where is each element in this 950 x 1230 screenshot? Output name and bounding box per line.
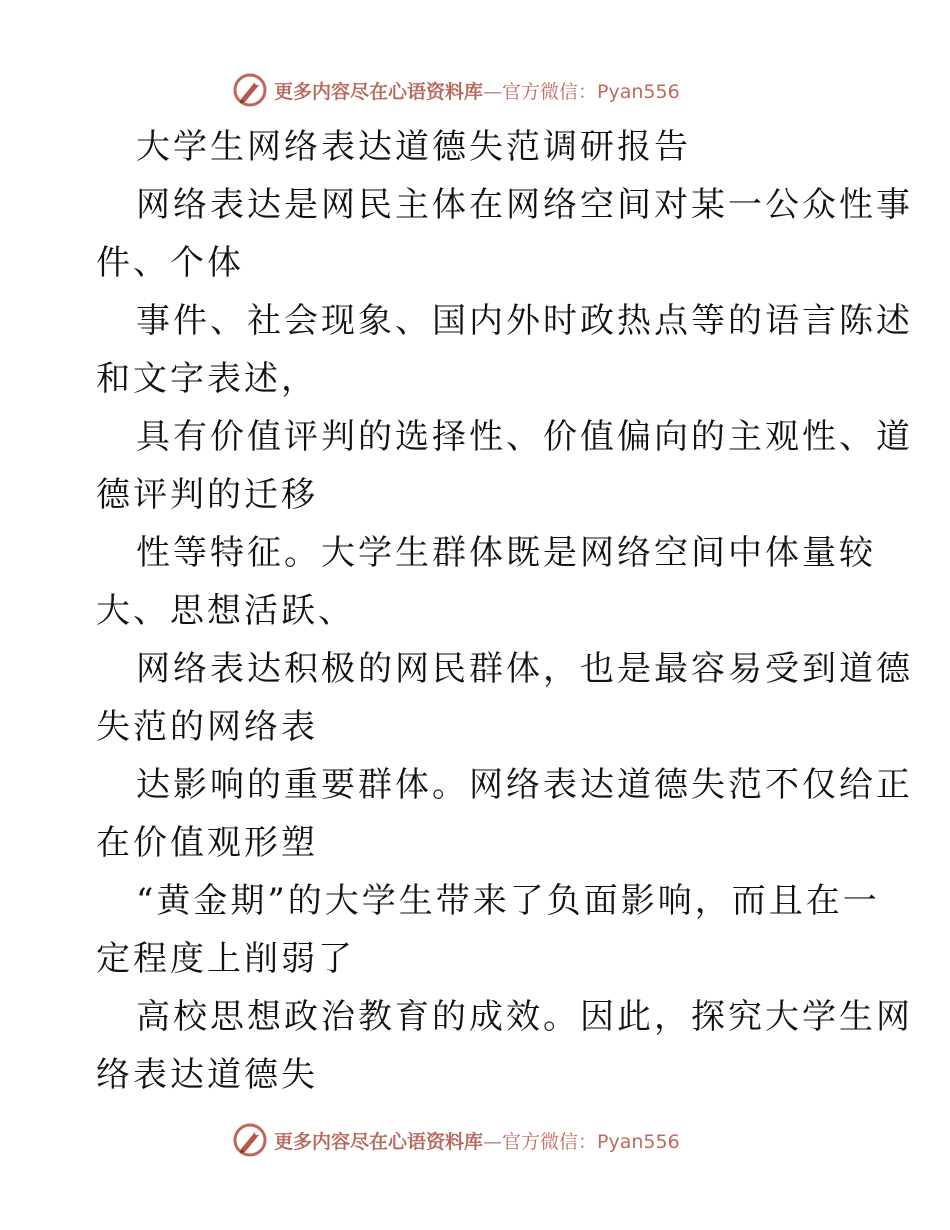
header-watermark bbox=[232, 70, 680, 110]
watermark-text bbox=[274, 1127, 680, 1154]
paragraph-line: 事件、社会现象、国内外时政热点等的语言陈述 bbox=[136, 301, 913, 341]
watermark-separator: — bbox=[483, 1130, 503, 1153]
watermark-wechat-label: 官方微信： bbox=[502, 1130, 598, 1153]
paragraph-line: 网络表达积极的网民群体，也是最容易受到道德 bbox=[136, 649, 913, 689]
document-body bbox=[96, 118, 913, 1104]
paragraph-line: 在价值观形塑 bbox=[96, 823, 318, 863]
watermark-main-text: 更多内容尽在心语资料库 bbox=[274, 1130, 484, 1153]
paragraph-line: 失范的网络表 bbox=[96, 707, 318, 747]
paragraph-line: 网络表达是网民主体在网络空间对某一公众性事 bbox=[136, 185, 913, 225]
watermark-main-text: 更多内容尽在心语资料库 bbox=[274, 80, 484, 103]
paragraph-line: 络表达道德失 bbox=[96, 1055, 318, 1095]
pen-logo-icon bbox=[232, 72, 268, 108]
watermark-text bbox=[274, 77, 680, 104]
document-title: 大学生网络表达道德失范调研报告 bbox=[136, 127, 691, 167]
paragraph-line: 大、思想活跃、 bbox=[96, 591, 355, 631]
watermark-wechat-label: 官方微信： bbox=[502, 80, 598, 103]
watermark-wechat-id: Pyan556 bbox=[597, 1130, 680, 1153]
paragraph-line: 性等特征。大学生群体既是网络空间中体量较 bbox=[136, 533, 876, 573]
watermark-wechat-id: Pyan556 bbox=[597, 80, 680, 103]
paragraph-line: 德评判的迁移 bbox=[96, 475, 318, 515]
paragraph-line: 达影响的重要群体。网络表达道德失范不仅给正 bbox=[136, 765, 913, 805]
paragraph-line: “黄金期”的大学生带来了负面影响，而且在一 bbox=[136, 881, 880, 921]
paragraph-line: 件、个体 bbox=[96, 243, 244, 283]
paragraph-line: 定程度上削弱了 bbox=[96, 939, 355, 979]
footer-watermark bbox=[232, 1120, 680, 1160]
paragraph-line: 和文字表述， bbox=[96, 359, 318, 399]
watermark-separator: — bbox=[483, 80, 503, 103]
pen-logo-icon bbox=[232, 1122, 268, 1158]
paragraph-line: 高校思想政治教育的成效。因此，探究大学生网 bbox=[136, 997, 913, 1037]
paragraph-line: 具有价值评判的选择性、价值偏向的主观性、道 bbox=[136, 417, 913, 457]
